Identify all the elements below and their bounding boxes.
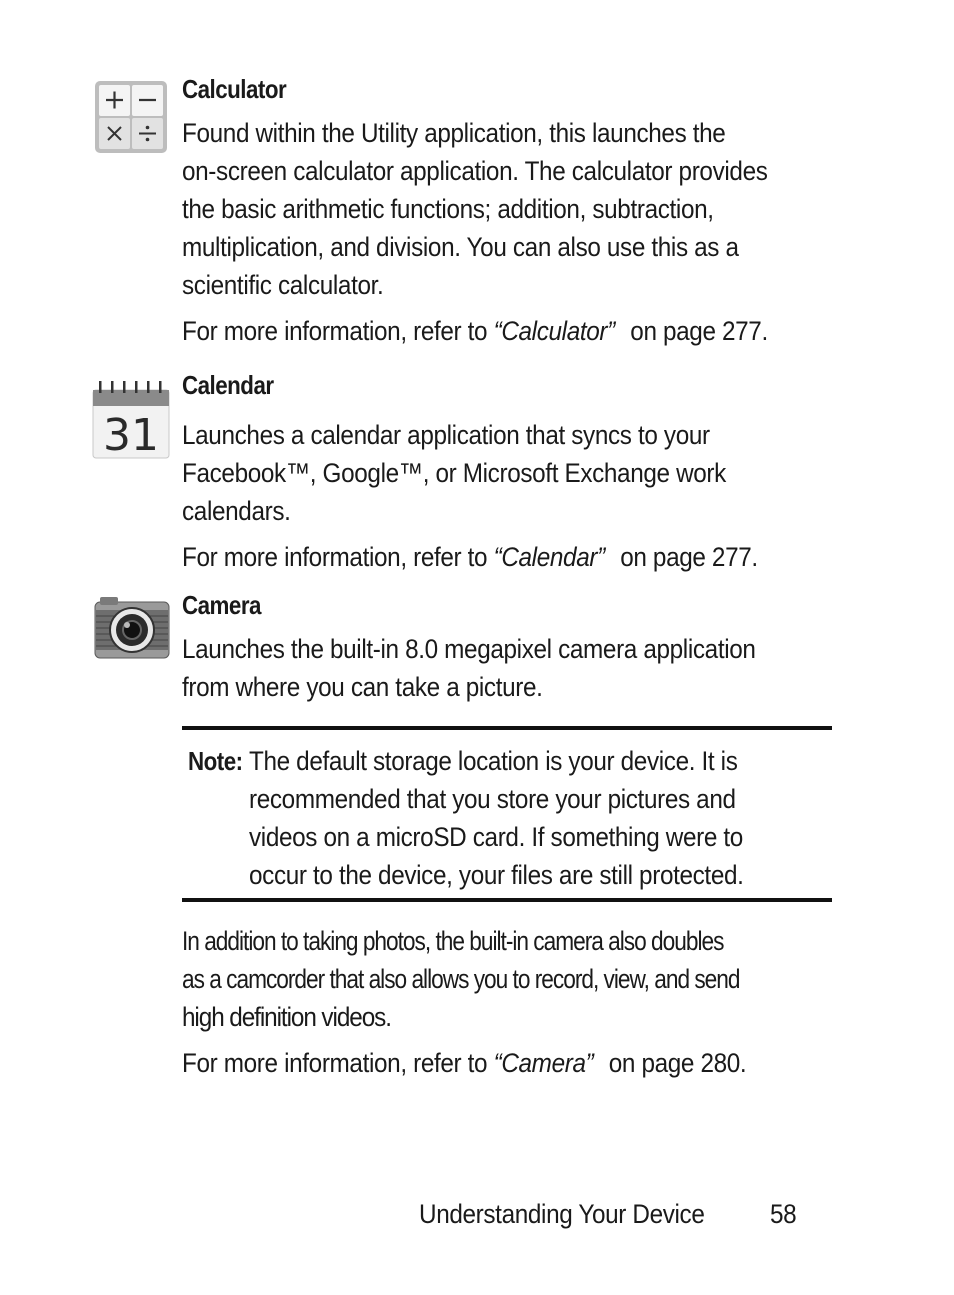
calendar-heading: Calendar [182,370,274,400]
calculator-description: Found within the Utility application, this launches the on-screen calculator application. The calculator provides the basic arithmetic functions; addition, subtraction, multiplication, and division. You can also use this as a scientific calculator. [182,118,768,300]
footer-section-title: Understanding Your Device [419,1199,705,1229]
calculator-reference-link[interactable]: “Calculator” [493,316,615,346]
camera-camcorder-description: In addition to taking photos, the built-in camera also doubles as a camcorder that also allows you to record, view, and send high definition videos. [182,926,740,1032]
calculator-reference: For more information, refer to “Calculator” on page 277. [182,316,768,346]
calendar-reference-link[interactable]: “Calendar” [493,542,605,572]
calculator-icon [94,80,168,154]
camera-icon [94,594,170,660]
calendar-icon [92,378,170,460]
camera-reference-link[interactable]: “Camera” [493,1048,594,1078]
camera-note [182,726,832,902]
calculator-heading: Calculator [182,74,287,104]
camera-reference: For more information, refer to “Camera” on page 280. [182,1048,747,1078]
calendar-reference: For more information, refer to “Calendar” on page 277. [182,542,758,572]
note-text: The default storage location is your device. It is recommended that you store your pictures and videos on a microSD card. If something were to occur to the device, your files are still protected. [249,746,744,890]
camera-heading: Camera [182,590,261,620]
camera-description: Launches the built-in 8.0 megapixel camera application from where you can take a picture. [182,634,756,702]
calendar-icon-number: 31 [103,410,159,460]
page-number: 58 [770,1199,797,1229]
calendar-description: Launches a calendar application that syncs to your Facebook™, Google™, or Microsoft Exchange work calendars. [182,420,726,526]
note-label: Note: [188,746,243,776]
